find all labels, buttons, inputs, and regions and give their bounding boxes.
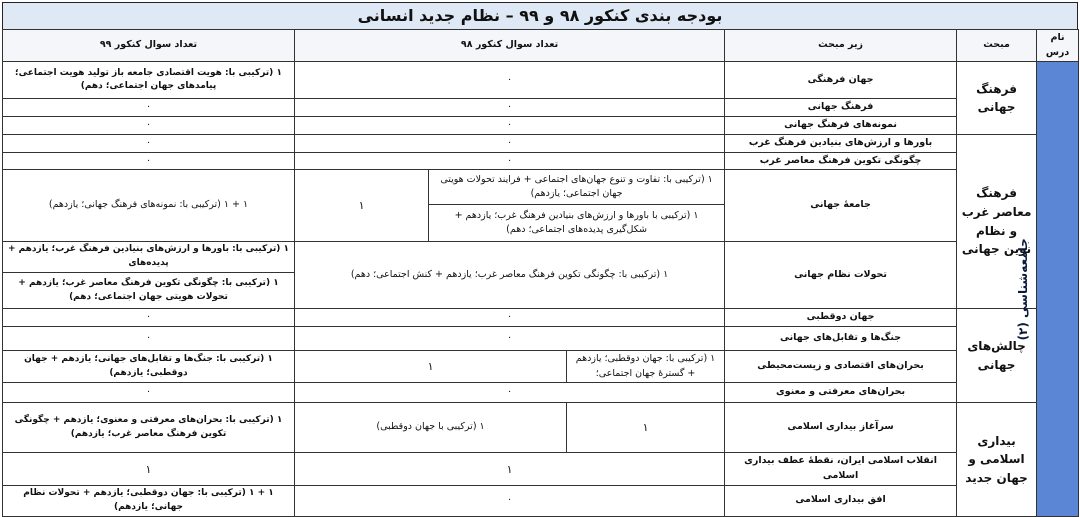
count98-cell: ۰ — [295, 117, 725, 135]
table-row — [3, 117, 1079, 135]
count99-cell: ۰ — [3, 152, 295, 170]
count98-cell: ۰ — [295, 485, 725, 516]
table-row — [3, 453, 1079, 485]
subtopic-cell: انقلاب اسلامی ایران، نقطهٔ عطف بیداری اسلامی — [725, 453, 957, 485]
count99-cell: ۱ (ترکیبی با: چگونگی تکوین فرهنگ معاصر غرب؛ یازدهم + تحولات هویتی جهان اجتماعی؛ دهم) — [3, 273, 295, 309]
table-row — [3, 62, 1079, 99]
count99-cell: ۱ (ترکیبی با: باورها و ارزش‌های بنیادین فرهنگ غرب؛ یازدهم + پدیده‌های — [3, 242, 295, 273]
subtopic-cell: چگونگی تکوین فرهنگ معاصر غرب — [725, 152, 957, 170]
subtopic-cell: تحولات نظام جهانی — [725, 242, 957, 309]
table-row — [3, 403, 1079, 453]
budget-table — [2, 29, 1079, 517]
table-row — [3, 170, 1079, 205]
count99-cell: ۰ — [3, 309, 295, 327]
count99-cell: ۰ — [3, 326, 295, 350]
topic-cell: چالش‌های جهانی — [957, 309, 1037, 403]
count98-total-cell: ۱ — [295, 350, 567, 382]
table-row — [3, 152, 1079, 170]
count98-cell: ۱ (ترکیبی با: چگونگی تکوین فرهنگ معاصر غرب؛ یازدهم + کنش اجتماعی؛ دهم) — [295, 242, 725, 309]
topic-cell: فرهنگ جهانی — [957, 62, 1037, 134]
header-lesson: نام درس — [1037, 30, 1079, 62]
subtopic-cell: سرآغاز بیداری اسلامی — [725, 403, 957, 453]
count98-cell: ۰ — [295, 309, 725, 327]
page-title: بودجه بندی کنکور ۹۸ و ۹۹ – نظام جدید انسانی — [2, 2, 1078, 30]
subtopic-cell: جهان فرهنگی — [725, 62, 957, 99]
count98-total-cell: ۱ — [295, 170, 429, 242]
count98-cell: ۰ — [295, 383, 725, 403]
table-row — [3, 134, 1079, 152]
count98-detail-cell: ۱ (ترکیبی با: تفاوت و تنوع جهان‌های اجتماعی + فرایند تحولات هویتی جهان اجتماعی؛ یازدهم) — [429, 170, 725, 205]
count99-cell: ۰ — [3, 117, 295, 135]
table-row — [3, 485, 1079, 516]
header-topic: مبحث — [957, 30, 1037, 62]
count99-cell: ۰ — [3, 134, 295, 152]
count98-detail-cell: ۱ (ترکیبی با باورها و ارزش‌های بنیادین فرهنگ غرب؛ یازدهم + شکل‌گیری پدیده‌های اجتماعی؛ دهم) — [429, 205, 725, 242]
count99-cell: ۱ (ترکیبی با: هویت اقتصادی جامعه باز تولید هویت اجتماعی؛ پیامدهای جهان اجتماعی؛ دهم) — [3, 62, 295, 99]
count98-cell: ۰ — [295, 152, 725, 170]
count99-cell: ۱ — [3, 453, 295, 485]
subtopic-cell: بحران‌های معرفتی و معنوی — [725, 383, 957, 403]
subtopic-cell: جهان دوقطبی — [725, 309, 957, 327]
count99-cell: ۱ (ترکیبی با: بحران‌های معرفتی و معنوی؛ یازدهم + چگونگی تکوین فرهنگ معاصر غرب؛ یازدهم) — [3, 403, 295, 453]
table-row — [3, 350, 1079, 382]
subtopic-cell: فرهنگ جهانی — [725, 99, 957, 117]
count99-cell: ۰ — [3, 99, 295, 117]
count98-detail-cell: ۱ (ترکیبی با: جهان دوقطبی؛ یازدهم + گسترهٔ جهان اجتماعی؛ — [567, 350, 725, 382]
subtopic-cell: بحران‌های اقتصادی و زیست‌محیطی — [725, 350, 957, 382]
subtopic-cell: نمونه‌های فرهنگ جهانی — [725, 117, 957, 135]
topic-cell: بیداری اسلامی و جهان جدید — [957, 403, 1037, 516]
table-row — [3, 309, 1079, 327]
subtopic-cell: جامعهٔ جهانی — [725, 170, 957, 242]
count98-cell: ۰ — [295, 326, 725, 350]
table-row — [3, 326, 1079, 350]
header-subtopic: زیر مبحث — [725, 30, 957, 62]
topic-cell: فرهنگ معاصر غرب و نظام نوین جهانی — [957, 134, 1037, 308]
subtopic-cell: جنگ‌ها و تقابل‌های جهانی — [725, 326, 957, 350]
lesson-label: جامعه‌شناسی (۲) — [1015, 237, 1030, 341]
count99-cell: ۱ (ترکیبی با: جنگ‌ها و تقابل‌های جهانی؛ یازدهم + جهان دوقطبی؛ یازدهم) — [3, 350, 295, 382]
subtopic-cell: افق بیداری اسلامی — [725, 485, 957, 516]
count98-cell: ۰ — [295, 99, 725, 117]
table-row — [3, 242, 1079, 273]
count99-cell: ۱ + ۱ (ترکیبی با: جهان دوقطبی؛ یازدهم + تحولات نظام جهانی؛ یازدهم) — [3, 485, 295, 516]
count98-cell: ۰ — [295, 134, 725, 152]
count98-detail-cell: ۱ (ترکیبی با جهان دوقطبی) — [295, 403, 567, 453]
header-count-99: تعداد سوال کنکور ۹۹ — [3, 30, 295, 62]
lesson-cell — [1015, 62, 1079, 516]
count99-cell: ۱ + ۱ (ترکیبی با: نمونه‌های فرهنگ جهانی؛ یازدهم) — [3, 170, 295, 242]
count98-cell: ۰ — [295, 62, 725, 99]
table-row — [3, 383, 1079, 403]
header-row — [3, 30, 1079, 62]
count99-cell: ۰ — [3, 383, 295, 403]
table-row — [3, 99, 1079, 117]
count98-total-cell: ۱ — [567, 403, 725, 453]
count98-cell: ۱ — [295, 453, 725, 485]
header-count-98: تعداد سوال کنکور ۹۸ — [295, 30, 725, 62]
subtopic-cell: باورها و ارزش‌های بنیادین فرهنگ غرب — [725, 134, 957, 152]
